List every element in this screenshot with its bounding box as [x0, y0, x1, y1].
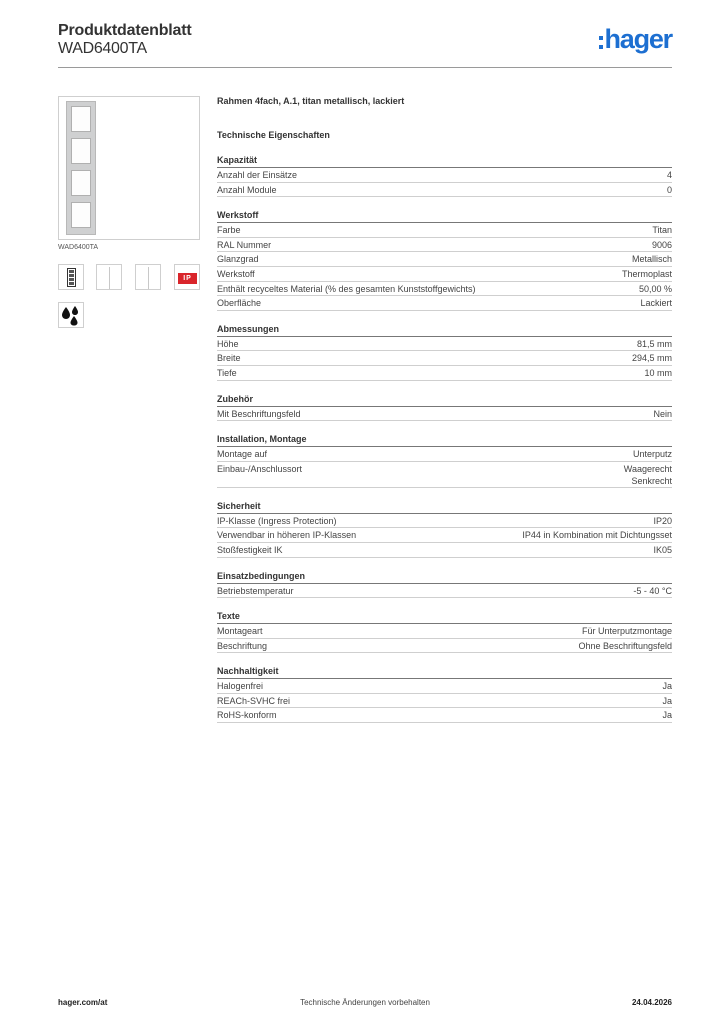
section-title: Werkstoff	[217, 210, 672, 223]
spec-label: Beschriftung	[217, 640, 268, 651]
frame-plate	[66, 101, 96, 235]
spec-row	[217, 223, 672, 238]
spec-row	[217, 351, 672, 366]
spec-value: -5 - 40 °C	[633, 585, 672, 596]
spec-row	[217, 679, 672, 694]
spec-row	[217, 296, 672, 311]
spec-value: Unterputz	[632, 449, 672, 460]
frame-opening	[71, 170, 91, 196]
ip-badge-label: IP	[178, 273, 197, 284]
section-title: Sicherheit	[217, 501, 672, 514]
spec-section	[217, 155, 672, 197]
spec-value: Ja	[662, 710, 672, 721]
spec-row	[217, 168, 672, 183]
spec-value: Metallisch	[631, 254, 672, 265]
spec-section	[217, 394, 672, 422]
product-description: Rahmen 4fach, A.1, titan metallisch, lackiert	[217, 96, 405, 106]
section-title: Texte	[217, 611, 672, 624]
spec-row	[217, 694, 672, 709]
spec-row	[217, 543, 672, 558]
article-number: WAD6400TA	[58, 40, 147, 57]
footer-note: Technische Änderungen vorbehalten	[300, 998, 430, 1007]
spec-section	[217, 434, 672, 488]
spec-label: Verwendbar in höheren IP-Klassen	[217, 530, 357, 541]
spec-label: Anzahl der Einsätze	[217, 170, 298, 180]
spec-value: IP44 in Kombination mit Dichtungsset	[522, 530, 672, 541]
spec-label: Glanzgrad	[217, 254, 259, 265]
spec-label: RoHS-konform	[217, 710, 277, 721]
spec-label: RAL Nummer	[217, 239, 272, 250]
spec-label: Mit Beschriftungsfeld	[217, 408, 301, 419]
frame-opening	[71, 202, 91, 228]
frame-opening	[71, 106, 91, 132]
spec-value: Ja	[662, 695, 672, 706]
hager-logo	[599, 24, 672, 54]
spec-section	[217, 611, 672, 653]
page-header	[58, 20, 672, 68]
spec-value: IK05	[653, 544, 672, 555]
spec-value: Lackiert	[640, 298, 672, 309]
spec-row	[217, 639, 672, 654]
section-title: Nachhaltigkeit	[217, 666, 672, 679]
spec-value: Für Unterputzmontage	[581, 626, 672, 637]
spec-label: Breite	[217, 353, 241, 364]
spec-value: 50,00 %	[638, 283, 672, 294]
section-title: Abmessungen	[217, 324, 672, 337]
spec-value: IP20	[653, 515, 672, 526]
spec-label: Einbau-/Anschlussort	[217, 463, 303, 474]
water-drops-icon	[58, 302, 84, 328]
document-title: Produktdatenblatt	[58, 22, 192, 39]
spec-row	[217, 462, 672, 488]
spec-row	[217, 282, 672, 297]
spec-value: 9006	[651, 239, 672, 250]
spec-sections	[217, 155, 672, 723]
logo-text: hager	[604, 24, 672, 54]
technical-properties-heading: Technische Eigenschaften	[217, 130, 330, 140]
spec-section	[217, 571, 672, 599]
spec-section	[217, 210, 672, 311]
spec-row	[217, 708, 672, 723]
spec-label: Stoßfestigkeit IK	[217, 544, 283, 555]
spec-row	[217, 447, 672, 462]
spec-section	[217, 324, 672, 381]
spec-label: IP-Klasse (Ingress Protection)	[217, 515, 337, 526]
logo-dots	[599, 36, 603, 49]
spec-row	[217, 624, 672, 639]
spec-row	[217, 267, 672, 282]
section-title: Einsatzbedingungen	[217, 571, 672, 584]
spec-value: Nein	[653, 408, 672, 419]
spec-label: Halogenfrei	[217, 681, 264, 692]
spec-value: Waagerecht Senkrecht	[623, 463, 672, 486]
spec-section	[217, 501, 672, 558]
spec-value: 294,5 mm	[631, 353, 672, 364]
spec-value: 0	[666, 184, 672, 195]
spec-label: Oberfläche	[217, 298, 262, 309]
spec-value: 10 mm	[644, 367, 672, 378]
spec-label: Farbe	[217, 225, 241, 236]
spec-row	[217, 366, 672, 381]
footer-website: hager.com/at	[58, 998, 108, 1007]
section-title: Kapazität	[217, 155, 672, 168]
spec-label: Tiefe	[217, 367, 237, 378]
spec-row	[217, 337, 672, 352]
spec-row	[217, 183, 672, 198]
spec-row	[217, 252, 672, 267]
vertical-4fold-frame-icon	[58, 264, 84, 290]
ip-rating-icon	[174, 264, 200, 290]
spec-label: Höhe	[217, 338, 239, 349]
spec-value: Ja	[662, 681, 672, 692]
spec-label: Montageart	[217, 626, 263, 637]
spec-row	[217, 514, 672, 529]
feature-icons	[58, 264, 200, 290]
spec-value: Ohne Beschriftungsfeld	[578, 640, 672, 651]
specifications	[217, 96, 672, 723]
spec-section	[217, 666, 672, 723]
image-caption: WAD6400TA	[58, 244, 99, 251]
spec-label: Anzahl Module	[217, 184, 277, 195]
footer-date: 24.04.2026	[631, 998, 672, 1007]
section-title: Zubehör	[217, 394, 672, 407]
flush-mount-icon	[135, 264, 161, 290]
spec-label: Montage auf	[217, 449, 268, 460]
frame-opening	[71, 138, 91, 164]
flush-mount-icon	[96, 264, 122, 290]
spec-label: Betriebstemperatur	[217, 585, 294, 596]
spec-row	[217, 584, 672, 599]
spec-row	[217, 238, 672, 253]
product-image	[58, 96, 200, 240]
spec-value: 81,5 mm	[636, 338, 672, 349]
spec-label: REACh-SVHC frei	[217, 695, 291, 706]
spec-label: Enthält recyceltes Material (% des gesamten Kunststoffgewichts)	[217, 283, 476, 294]
spec-value: Titan	[652, 225, 672, 236]
spec-label: Werkstoff	[217, 268, 255, 279]
section-title: Installation, Montage	[217, 434, 672, 447]
spec-value: 4	[666, 170, 672, 180]
spec-row	[217, 407, 672, 422]
spec-row	[217, 528, 672, 543]
spec-value: Thermoplast	[621, 268, 672, 279]
